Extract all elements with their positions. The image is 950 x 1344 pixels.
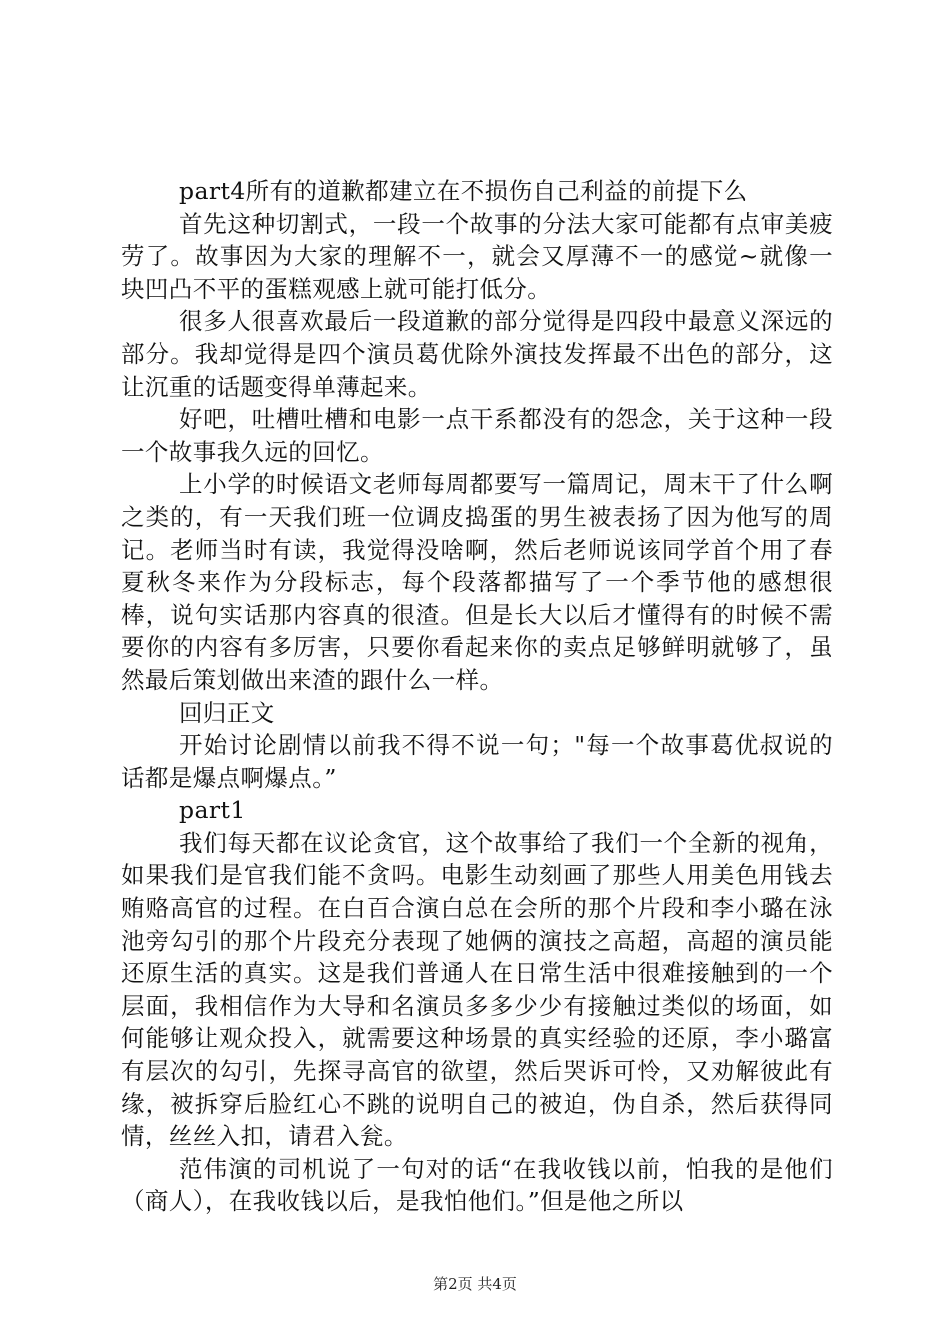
paragraph: 开始讨论剧情以前我不得不说一句；"每一个故事葛优叔说的话都是爆点啊爆点。” <box>121 731 833 792</box>
paragraph: 我们每天都在议论贪官，这个故事给了我们一个全新的视角，如果我们是官我们能不贪吗。电影生动刻画了那些人用美色用钱去贿赂高官的过程。在白百合演白总在会所的那个片段和李小璐在泳池旁勾引的那个片段充分表现了她俩的演技之高超，高超的演员能还原生活的真实。这是我们普通人在日常生活中很难接触到的一个层面，我相信作为大导和名演员多多少少有接触过类似的场面，如何能够让观众投入，就需要这种场景的真实经验的还原，李小璐富有层次的勾引，先探寻高官的欲望，然后哭诉可怜，又劝解彼此有缘，被拆穿后脸红心不跳的说明自己的被迫，伪自杀，然后获得同情，丝丝入扣，请君入瓮。 <box>121 828 833 1151</box>
paragraph: 上小学的时候语文老师每周都要写一篇周记，周末干了什么啊之类的，有一天我们班一位调皮捣蛋的男生被表扬了因为他写的周记。老师当时有读，我觉得没啥啊，然后老师说该同学首个用了春夏秋冬来作为分段标志，每个段落都描写了一个季节他的感想很棒，说句实话那内容真的很渣。但是长大以后才懂得有的时候不需要你的内容有多厉害，只要你看起来你的卖点足够鲜明就够了，虽然最后策划做出来渣的跟什么一样。 <box>121 470 833 694</box>
paragraph-heading-part1: part1 <box>179 796 246 825</box>
paragraph-heading-part4: part4所有的道歉都建立在不损伤自己利益的前提下么 <box>179 177 748 205</box>
paragraph-return-to-text: 回归正文 <box>179 698 275 727</box>
paragraph: 很多人很喜欢最后一段道歉的部分觉得是四段中最意义深远的部分。我却觉得是四个演员葛优除外演技发挥最不出色的部分，这让沉重的话题变得单薄起来。 <box>121 307 833 401</box>
page-number-footer: 第2页 共4页 <box>433 1275 517 1293</box>
paragraph: 首先这种切割式，一段一个故事的分法大家可能都有点审美疲劳了。故事因为大家的理解不一，就会又厚薄不一的感觉~就像一块凹凸不平的蛋糕观感上就可能打低分。 <box>121 209 833 303</box>
document-body <box>121 175 833 1218</box>
paragraph: 好吧，吐槽吐槽和电影一点干系都没有的怨念，关于这种一段一个故事我久远的回忆。 <box>121 405 833 466</box>
paragraph: 范伟演的司机说了一句对的话“在我收钱以前，怕我的是他们（商人），在我收钱以后，是我怕他们。”但是他之所以 <box>121 1154 833 1216</box>
